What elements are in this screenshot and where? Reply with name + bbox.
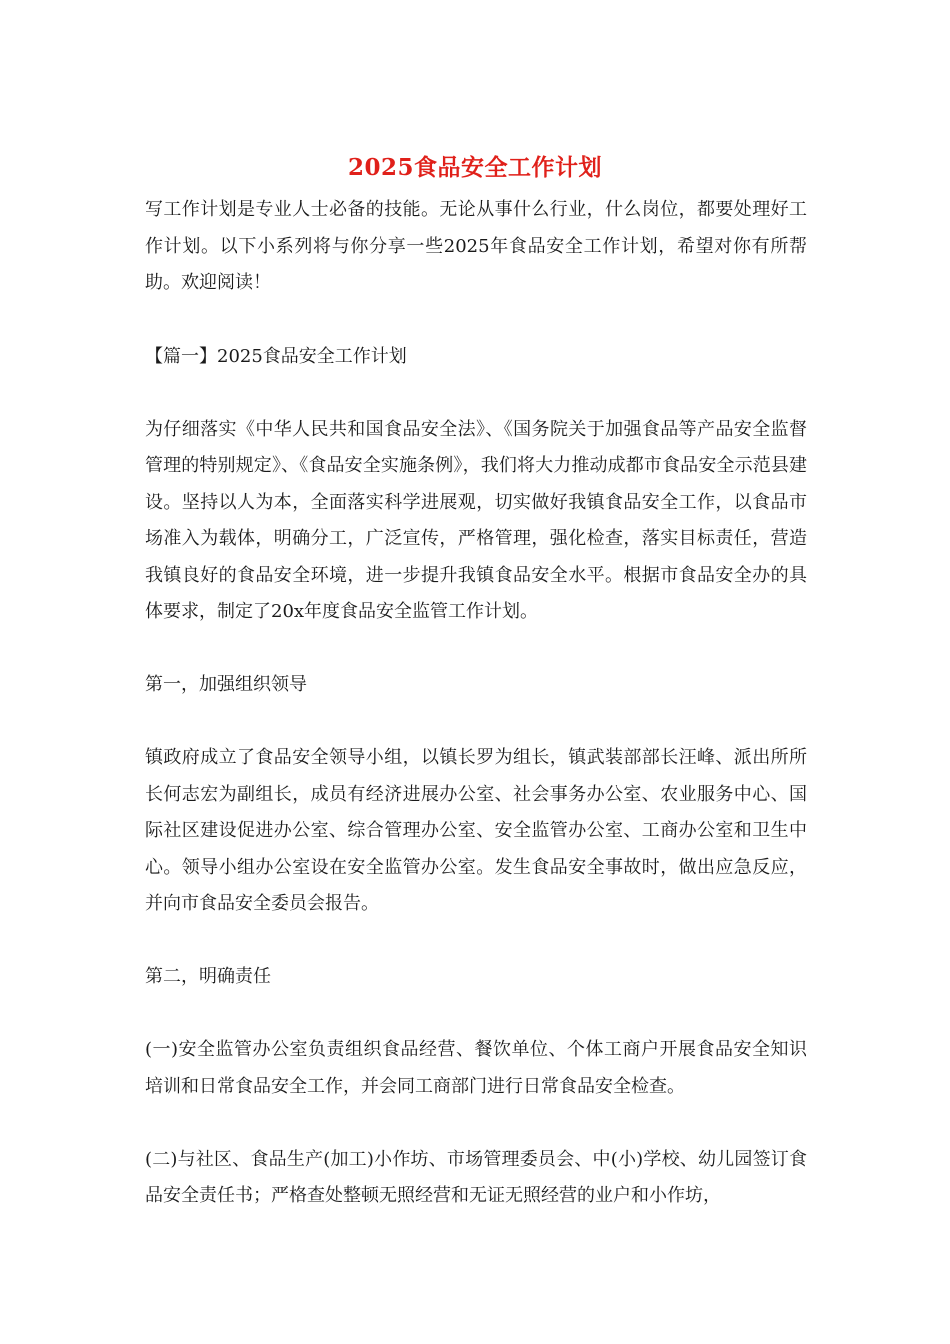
section-heading-second: 第二，明确责任 (145, 966, 271, 987)
intro-paragraph: 写工作计划是专业人士必备的技能。无论从事什么行业，什么岗位，都要处理好工作计划。以下小系列将与你分享一些2025年食品安全工作计划，希望对你有所帮助。欢迎阅读！ (145, 199, 807, 293)
section-heading-part-one: 【篇一】2025食品安全工作计划 (145, 345, 407, 367)
list-item: (二)与社区、食品生产(加工)小作坊、市场管理委员会、中(小)学校、幼儿园签订食品安全责任书；严格查处整顿无照经营和无证无照经营的业户和小作坊， (145, 1148, 807, 1206)
body-paragraph: 镇政府成立了食品安全领导小组，以镇长罗为组长，镇武装部部长汪峰、派出所所长何志宏为副组长，成员有经济进展办公室、社会事务办公室、农业服务中心、国际社区建设促进办公室、综合管理办公室、安全监管办公室、工商办公室和卫生中心。领导小组办公室设在安全监管办公室。发生食品安全事故时，做出应急反应，并向市食品安全委员会报告。 (145, 747, 807, 914)
document-body (145, 192, 807, 1251)
section-heading-first: 第一，加强组织领导 (145, 674, 307, 695)
document-title: 2025食品安全工作计划 (347, 154, 602, 181)
body-paragraph: 为仔细落实《中华人民共和国食品安全法》、《国务院关于加强食品等产品安全监督管理的特别规定》、《食品安全实施条例》，我们将大力推动成都市食品安全示范县建设。坚持以人为本，全面落实科学进展观，切实做好我镇食品安全工作，以食品市场准入为载体，明确分工，广泛宣传，严格管理，强化检查，落实目标责任，营造我镇良好的食品安全环境，进一步提升我镇食品安全水平。根据市食品安全办的具体要求，制定了20x年度食品安全监管工作计划。 (145, 418, 807, 622)
list-item: (一)安全监管办公室负责组织食品经营、餐饮单位、个体工商户开展食品安全知识培训和日常食品安全工作，并会同工商部门进行日常食品安全检查。 (145, 1039, 807, 1097)
